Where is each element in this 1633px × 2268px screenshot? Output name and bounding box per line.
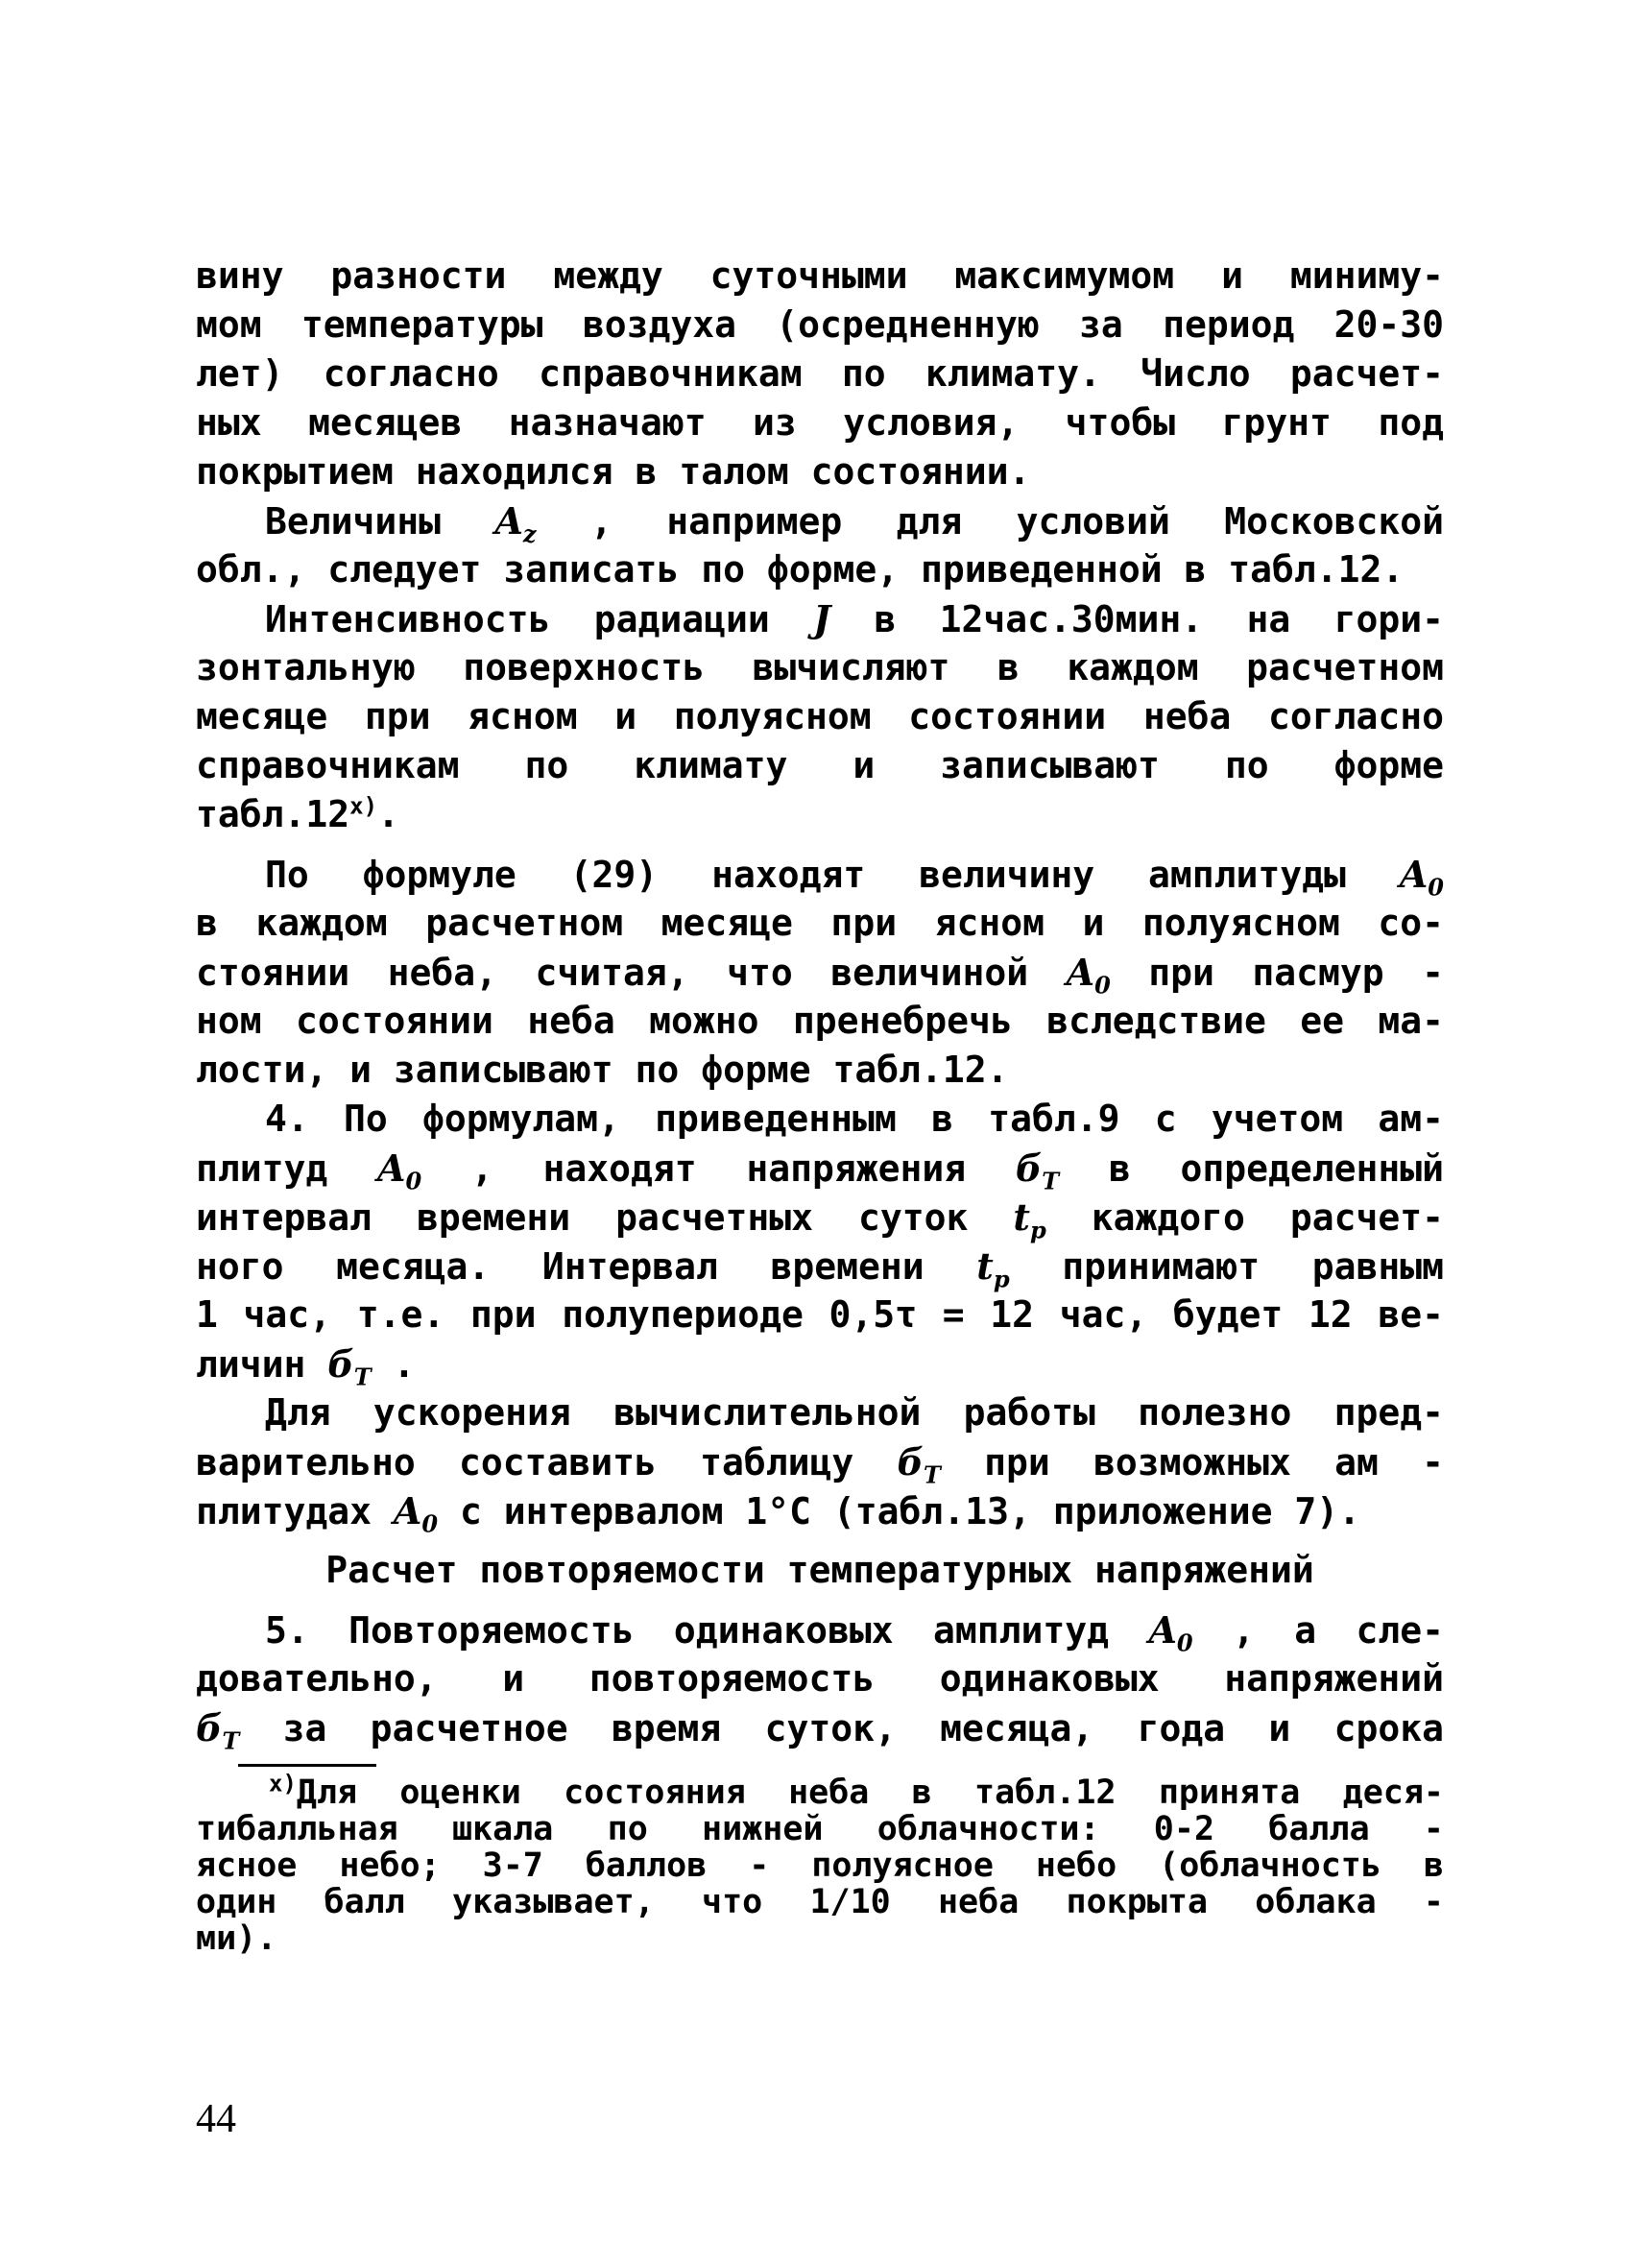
text-line [196, 594, 1444, 643]
symbol-A-0: $A_0$ [1148, 1608, 1193, 1657]
footnote-line: один балл указывает, что 1/10 неба покрыта облака - [196, 1883, 1444, 1921]
text-segment: Интенсивность радиации [265, 598, 770, 640]
text-line: 4. По формулам, приведенным в табл.9 с учетом ам- [265, 1098, 1444, 1140]
text-segment: . [393, 1343, 416, 1386]
text-segment: табл.12 [196, 793, 350, 835]
paragraph-3 [196, 594, 1444, 839]
body-text [196, 252, 1444, 1755]
footnote-line: ми). [196, 1919, 277, 1958]
text-line [196, 1193, 1444, 1242]
text-segment: в 12час.30мин. на гори- [874, 598, 1444, 640]
footnote-divider [238, 1764, 376, 1767]
footnote-line [196, 1770, 1444, 1812]
text-segment: . [377, 793, 399, 835]
text-line [196, 496, 1444, 548]
text-line: зонтальную поверхность вычисляют в каждом расчетном [196, 646, 1444, 688]
text-segment: стоянии неба, считая, что величиной [196, 952, 1029, 994]
paragraph-5 [196, 1095, 1444, 1391]
text-line: покрытием находился в талом состоянии. [196, 450, 1031, 493]
symbol-t-p: $t_p$ [976, 1244, 1010, 1293]
text-segment: в определенный [1108, 1147, 1444, 1190]
text-segment: при возможных ам - [984, 1441, 1444, 1484]
text-line: обл., следует записать по форме, приведенной в табл.12. [196, 548, 1405, 591]
text-segment: 5. Повторяемость одинаковых амплитуд [265, 1609, 1110, 1652]
footnote-line: тибалльная шкала по нижней облачности: 0-2 балла - [196, 1810, 1444, 1848]
text-segment: интервал времени расчетных суток [196, 1196, 969, 1239]
page-number: 44 [196, 2097, 236, 2141]
symbol-A-z: $A_z$ [494, 499, 537, 548]
section-heading: Расчет повторяемости температурных напряжений [325, 1549, 1314, 1591]
symbol-sigma-T: $б_T$ [1015, 1146, 1060, 1195]
text-line: лости, и записывают по форме табл.12. [196, 1049, 1009, 1091]
symbol-sigma-T: $б_T$ [196, 1706, 240, 1755]
text-segment: личин [196, 1343, 306, 1386]
text-line [196, 1605, 1444, 1657]
paragraph-7 [196, 1605, 1444, 1755]
text-line: ных месяцев назначают из условия, чтобы грунт под [196, 401, 1444, 444]
text-segment: каждого расчет- [1091, 1196, 1444, 1239]
footnote-marker: х) [269, 1770, 297, 1798]
text-line: мом температуры воздуха (осредненную за период 20-30 [196, 303, 1444, 346]
text-line [196, 1437, 1444, 1489]
symbol-A-0: $A_0$ [393, 1489, 439, 1538]
footnote [196, 1770, 1444, 1958]
text-segment: По формуле (29) находят величину амплитуды [265, 854, 1346, 896]
text-line: в каждом расчетном месяце при ясном и полуясном со- [196, 902, 1444, 944]
text-line [196, 1486, 1444, 1538]
symbol-sigma-T: $б_T$ [327, 1342, 372, 1391]
text-line: месяце при ясном и полуясном состоянии неба согласно [196, 695, 1444, 737]
text-segment: плитуд [196, 1147, 328, 1190]
paragraph-2 [196, 496, 1444, 594]
symbol-A-0: $A_0$ [1399, 853, 1444, 902]
text-line [196, 1144, 1444, 1193]
symbol-A-0: $A_0$ [377, 1146, 422, 1195]
text-line [196, 850, 1444, 902]
symbol-J: J [813, 597, 831, 640]
text-line: лет) согласно справочникам по климату. Число расчет- [196, 352, 1444, 395]
text-segment: Для оценки состояния неба в табл.12 принята деся- [296, 1773, 1444, 1812]
paragraph-1 [196, 252, 1444, 496]
text-segment: варительно составить таблицу [196, 1441, 854, 1484]
text-segment: с интервалом 1°С (табл.13, приложение 7). [460, 1490, 1360, 1532]
text-segment: плитудах [196, 1490, 372, 1532]
text-segment: Величины [265, 500, 442, 543]
symbol-A-0: $A_0$ [1066, 951, 1111, 1000]
footnote-reference: х) [349, 792, 378, 820]
text-segment: при пасмур - [1148, 952, 1444, 994]
text-segment: , находят напряжения [470, 1147, 967, 1190]
text-line: справочникам по климату и записывают по форме [196, 744, 1444, 786]
text-line [196, 790, 1444, 839]
text-line: 1 час, т.е. при полупериоде 0,5τ = 12 час, будет 12 ве- [196, 1293, 1444, 1336]
text-line [196, 948, 1444, 1000]
text-line: вину разности между суточными максимумом и миниму- [196, 254, 1444, 297]
text-line [196, 1242, 1444, 1291]
text-segment: , а сле- [1233, 1609, 1444, 1652]
text-line [196, 1703, 1444, 1755]
paragraph-6 [196, 1388, 1444, 1538]
text-line [196, 1339, 1444, 1391]
paragraph-4 [196, 850, 1444, 1095]
text-segment: за расчетное время суток, месяца, года и срока [282, 1707, 1444, 1749]
symbol-sigma-T: $б_T$ [897, 1440, 941, 1489]
text-segment: , например для условий Московской [589, 500, 1444, 543]
symbol-t-p: $t_p$ [1013, 1195, 1046, 1244]
footnote-line: ясное небо; 3-7 баллов - полуясное небо (облачность в [196, 1846, 1444, 1885]
text-line: ном состоянии неба можно пренебречь вследствие ее ма- [196, 1000, 1444, 1042]
text-line: довательно, и повторяемость одинаковых напряжений [196, 1657, 1444, 1700]
text-segment: ного месяца. Интервал времени [196, 1245, 925, 1288]
text-line: Для ускорения вычислительной работы полезно пред- [265, 1391, 1444, 1434]
text-segment: принимают равным [1062, 1245, 1444, 1288]
